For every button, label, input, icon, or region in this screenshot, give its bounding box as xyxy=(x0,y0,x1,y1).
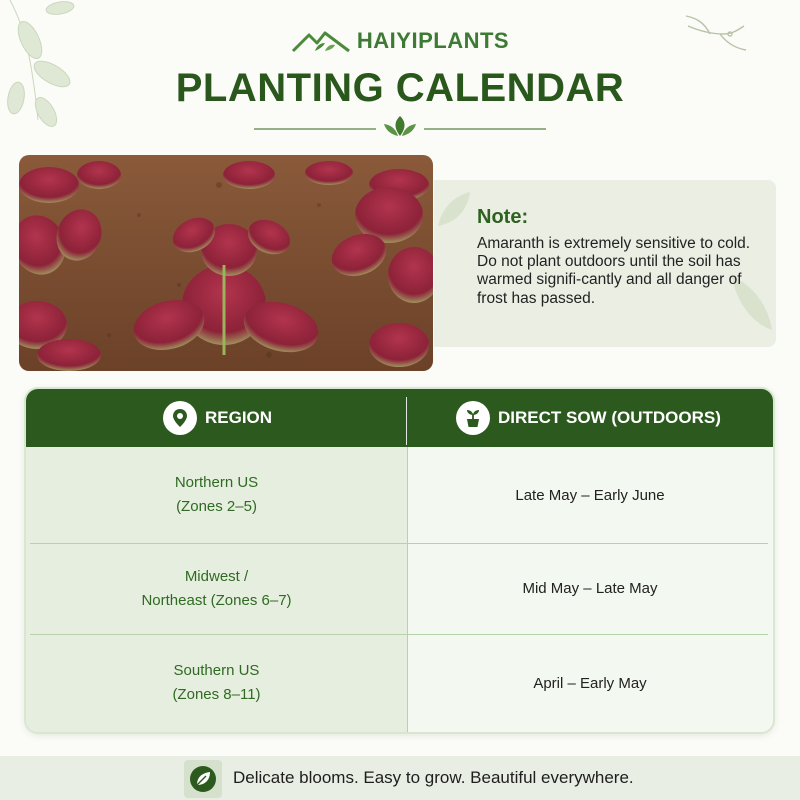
region-name: Southern US xyxy=(173,662,260,679)
table-row-region xyxy=(26,447,407,543)
table-row-region xyxy=(26,543,407,634)
table-row-sow: Late May – Early June xyxy=(515,486,665,504)
leaf-badge-icon xyxy=(184,760,222,798)
title-divider-leaf-icon xyxy=(250,114,550,140)
planting-table xyxy=(26,389,773,732)
table-row-sow: April – Early May xyxy=(533,674,647,692)
table-row-sow: Mid May – Late May xyxy=(522,580,658,597)
header-divider xyxy=(406,397,407,445)
brand-name: HAIYIPLANTS xyxy=(356,28,510,53)
note-text: Amaranth is extremely sensitive to cold. Do not plant outdoors until the soil has warmed signifi-cantly and all danger of frost has passed. xyxy=(477,235,751,307)
header-direct-sow-label: DIRECT SOW (OUTDOORS) xyxy=(498,408,721,427)
decorative-leaf-icon xyxy=(434,188,474,230)
note-title: Note: xyxy=(477,206,529,228)
page-title: PLANTING CALENDAR xyxy=(175,66,625,110)
amaranth-photo xyxy=(19,155,433,371)
region-zones: (Zones 8–11) xyxy=(172,686,261,703)
brand-header xyxy=(0,27,800,55)
header-region xyxy=(163,389,272,447)
header-region-label: REGION xyxy=(205,408,273,427)
region-zones: Northeast (Zones 6–7) xyxy=(141,591,292,609)
region-zones: (Zones 2–5) xyxy=(176,498,257,515)
header-direct-sow xyxy=(456,389,721,447)
seedling-pot-icon xyxy=(456,401,490,435)
footer-tagline: Delicate blooms. Easy to grow. Beautiful everywhere. xyxy=(233,768,634,787)
location-pin-icon xyxy=(163,401,197,435)
table-row-region xyxy=(26,634,407,732)
house-roof-logo-icon xyxy=(291,27,351,55)
region-name: Midwest / xyxy=(184,567,249,585)
region-name: Northern US xyxy=(174,474,259,491)
